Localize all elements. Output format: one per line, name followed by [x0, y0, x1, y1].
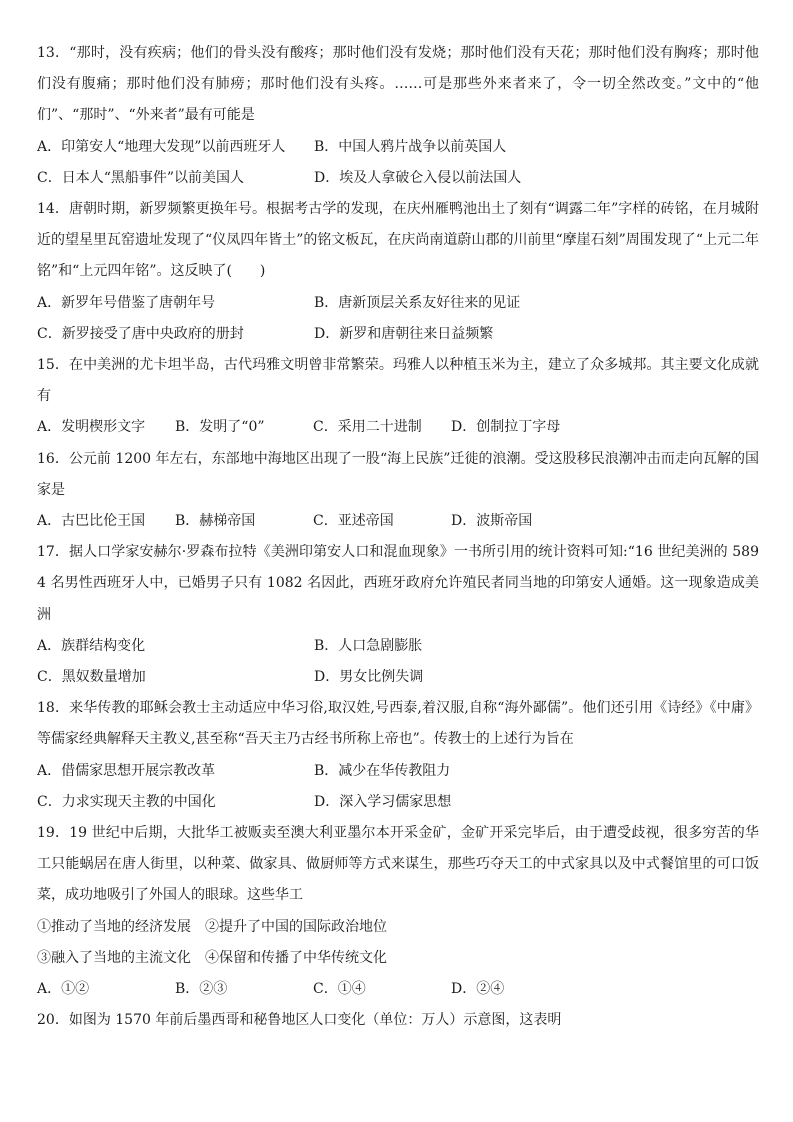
question-18-option-c[interactable]: C．力求实现天主教的中国化	[37, 793, 216, 810]
question-14-option-d[interactable]: D．新罗和唐朝往来日益频繁	[314, 325, 494, 342]
question-16-option-a[interactable]: A．古巴比伦王国	[37, 513, 146, 530]
question-17-option-c[interactable]: C．黑奴数量增加	[37, 669, 146, 686]
question-17-stem: 17．据人口学家安赫尔·罗森布拉特《美洲印第安人口和混血现象》一书所引用的统计资料可知:“16 世纪美洲的 5894 名男性西班牙人中，已婚男子只有 1082 名因此，西班牙政府允许殖民者同当地的印第安人通婚。这一现象造成美洲	[37, 544, 759, 623]
question-13-option-a[interactable]: A．印第安人“地理大发现”以前西班牙人	[37, 138, 286, 155]
question-19-option-d[interactable]: D．②④	[451, 981, 505, 998]
question-19-options	[37, 974, 759, 1005]
question-13-option-c[interactable]: C．日本人“黑船事件”以前美国人	[37, 169, 245, 186]
question-18-options-row-1	[37, 756, 759, 787]
question-17-option-a[interactable]: A．族群结构变化	[37, 637, 146, 654]
question-19-option-c[interactable]: C．①④	[313, 981, 366, 998]
question-18-option-a[interactable]: A．借儒家思想开展宗教改革	[37, 762, 216, 779]
question-14-option-b[interactable]: B．唐新顶层关系友好往来的见证	[314, 294, 521, 311]
question-18-option-b[interactable]: B．减少在华传教阻力	[314, 762, 451, 779]
question-16-stem: 16．公元前 1200 年左右，东部地中海地区出现了一股“海上民族”迁徙的浪潮。受这股移民浪潮冲击而走向瓦解的国家是	[37, 450, 759, 498]
question-15-option-c[interactable]: C．采用二十进制	[313, 419, 422, 436]
question-13-option-d[interactable]: D．埃及人拿破仑入侵以前法国人	[314, 169, 522, 186]
question-14-options-row-2	[37, 319, 759, 350]
question-19-stem: 19．19 世纪中后期，大批华工被贩卖至澳大利亚墨尔本开采金矿，金矿开采完毕后，由于遭受歧视，很多穷苦的华工只能蜗居在唐人街里，以种菜、做家具、做厨师等方式来谋生，那些巧夺天工的中式家具以及中式餐馆里的可口饭菜，成功地吸引了外国人的眼球。这些华工	[37, 825, 759, 904]
question-15-option-a[interactable]: A．发明楔形文字	[37, 419, 146, 436]
question-15-options	[37, 412, 759, 443]
question-20-stem: 20．如图为 1570 年前后墨西哥和秘鲁地区人口变化（单位：万人）示意图，这表明	[37, 1012, 562, 1029]
question-15-option-b[interactable]: B．发明了“0”	[175, 419, 265, 436]
question-16-option-b[interactable]: B．赫梯帝国	[175, 513, 256, 530]
question-13-options-row-2	[37, 163, 759, 194]
question-17-option-b[interactable]: B．人口急剧膨胀	[314, 637, 423, 654]
question-18-stem: 18．来华传教的耶稣会教士主动适应中华习俗,取汉姓,号西泰,着汉服,自称“海外鄙儒”。他们还引用《诗经》《中庸》等儒家经典解释天主教义,甚至称“吾天主乃古经书所称上帝也”。传教士的上述行为旨在	[37, 700, 759, 748]
question-13-option-b[interactable]: B．中国人鸦片战争以前英国人	[314, 138, 507, 155]
question-17-option-d[interactable]: D．男女比例失调	[314, 669, 424, 686]
question-18-options-row-2	[37, 787, 759, 818]
question-19-option-b[interactable]: B．②③	[175, 981, 228, 998]
question-15-stem: 15．在中美洲的尤卡坦半岛，古代玛雅文明曾非常繁荣。玛雅人以种植玉米为主，建立了众多城邦。其主要文化成就有	[37, 357, 759, 405]
question-16-option-c[interactable]: C．亚述帝国	[313, 513, 394, 530]
exam-page	[37, 38, 759, 1037]
question-14-option-c[interactable]: C．新罗接受了唐中央政府的册封	[37, 325, 244, 342]
question-19-option-a[interactable]: A．①②	[37, 981, 90, 998]
question-16-option-d[interactable]: D．波斯帝国	[451, 513, 533, 530]
question-13-options-row-1	[37, 132, 759, 163]
question-14-option-a[interactable]: A．新罗年号借鉴了唐朝年号	[37, 294, 216, 311]
question-15-option-d[interactable]: D．创制拉丁字母	[451, 419, 561, 436]
question-19-statement-2: ③融入了当地的主流文化 ④保留和传播了中华传统文化	[37, 949, 387, 966]
question-17-options-row-2	[37, 662, 759, 693]
question-14-stem: 14．唐朝时期，新罗频繁更换年号。根据考古学的发现，在庆州雁鸭池出土了刻有“调露二年”字样的砖铭，在月城附近的望星里瓦窑遗址发现了“仪凤四年皆土”的铭文板瓦，在庆尚南道蔚山郡的川前里“摩崖石刻”周围发现了“上元二年铭”和“上元四年铭”。这反映了( )	[37, 201, 759, 280]
question-16-options	[37, 506, 759, 537]
question-14-options-row-1	[37, 288, 759, 319]
question-17-options-row-1	[37, 631, 759, 662]
question-13-stem: 13．“那时，没有疾病；他们的骨头没有酸疼；那时他们没有发烧；那时他们没有天花；那时他们没有胸疼；那时他们没有腹痛；那时他们没有肺痨；那时他们没有头疼。……可是那些外来者来了，令一切全然改变。”文中的“他们”、“那时”、“外来者”最有可能是	[37, 45, 759, 124]
question-18-option-d[interactable]: D．深入学习儒家思想	[314, 793, 452, 810]
question-19-statement-1: ①推动了当地的经济发展 ②提升了中国的国际政治地位	[37, 918, 387, 935]
